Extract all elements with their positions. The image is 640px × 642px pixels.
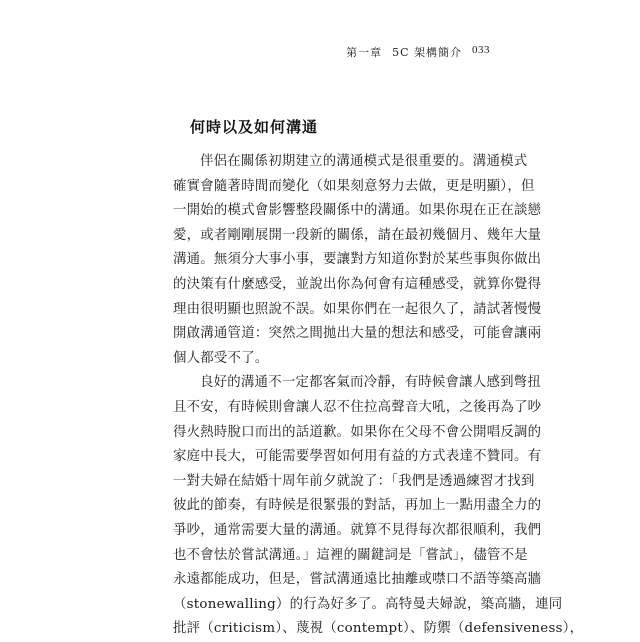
- text-line: 也不會怯於嘗試溝通。」這裡的關鍵詞是「嘗試」，儘管不是: [173, 547, 528, 563]
- text-line: 彼此的節奏，有時候是很緊張的對話，再加上一點用盡全力的: [173, 498, 542, 514]
- text-line: 家庭中長大，可能需要學習如何用有益的方式表達不贊同。有: [173, 449, 542, 465]
- text-line: 良好的溝通不一定都客氣而冷靜，有時候會讓人感到彆扭: [200, 375, 542, 391]
- text-line: 批評（criticism）、蔑視（contempt）、防禦（defensiveness），: [173, 621, 584, 637]
- section-heading: 何時以及如何溝通: [190, 118, 319, 136]
- running-header: [346, 44, 490, 60]
- text-line: 的決策有什麼感受，並說出你為何會有這種感受，就算你覺得: [173, 276, 542, 292]
- text-line: 愛，或者剛剛展開一段新的關係，請在最初幾個月、幾年大量: [173, 227, 542, 243]
- text-line: 確實會隨著時間而變化（如果刻意努力去做，更是明顯），但: [173, 178, 535, 194]
- page-number: 033: [472, 44, 490, 56]
- chapter-title: 5C 架構簡介: [392, 46, 462, 59]
- text-line: 個人都受不了。: [173, 350, 269, 366]
- text-line: 開啟溝通管道：突然之間拋出大量的想法和感受，可能會讓兩: [173, 326, 542, 342]
- text-line: 爭吵，通常需要大量的溝通。就算不見得每次都很順利，我們: [173, 522, 542, 538]
- text-line: 且不安，有時候則會讓人忍不住拉高聲音大吼，之後再為了吵: [173, 399, 542, 415]
- text-line: 溝通。無須分大事小事，要讓對方知道你對於某些事與你做出: [173, 252, 542, 268]
- text-line: （stonewalling）的行為好多了。高特曼夫婦說，築高牆，連同: [173, 596, 563, 612]
- text-line: 永遠都能成功，但是，嘗試溝通遠比抽離或噤口不語等築高牆: [173, 572, 542, 588]
- body-text: [173, 150, 584, 642]
- text-line: 一開始的模式會影響整段關係中的溝通。如果你現在正在談戀: [173, 203, 542, 219]
- text-line: 伴侶在關係初期建立的溝通模式是很重要的。溝通模式: [200, 154, 528, 169]
- chapter-label: 第一章: [346, 46, 383, 59]
- text-line: 一對夫婦在結婚十周年前夕就說了：「我們是透過練習才找到: [173, 473, 535, 489]
- text-line: 得火熱時脫口而出的話道歉。如果你在父母不會公開唱反調的: [173, 424, 542, 440]
- text-line: 理由很明顯也照說不誤。如果你們在一起很久了，請試著慢慢: [173, 301, 542, 317]
